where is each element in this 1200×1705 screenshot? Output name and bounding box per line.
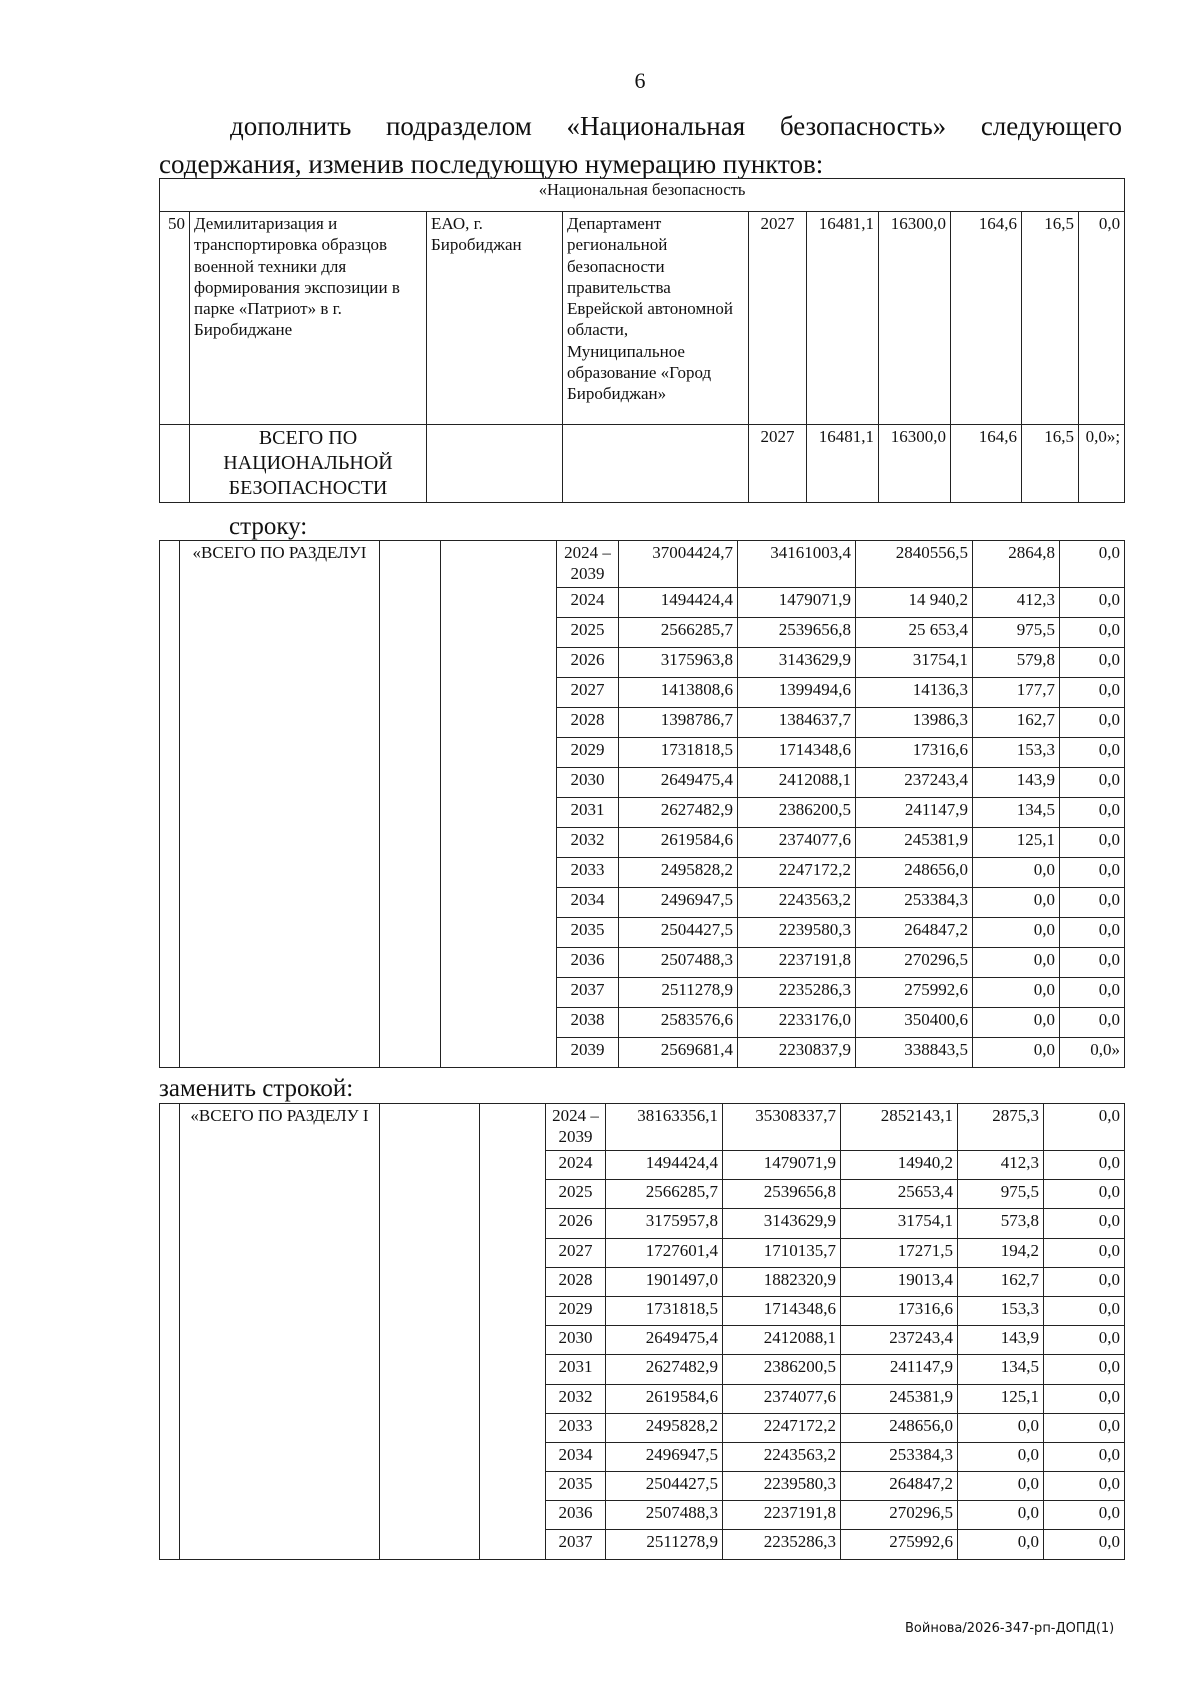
cell-federal: 2237191,8 [723, 1501, 841, 1530]
cell-local: 0,0 [958, 1413, 1044, 1442]
cell-total: 1901497,0 [606, 1267, 723, 1296]
cell-federal: 34161003,4 [738, 541, 856, 588]
cell-total: 1494424,4 [619, 588, 738, 618]
cell-federal: 2239580,3 [738, 918, 856, 948]
cell-federal: 2243563,2 [738, 888, 856, 918]
cell-total: 2627482,9 [606, 1355, 723, 1384]
cell-year: 2026 [557, 648, 619, 678]
document-reference: Войнова/2026-347-рп-ДОПД(1) [905, 1621, 1115, 1636]
cell-other: 0,0 [1044, 1530, 1125, 1559]
cell-federal: 1479071,9 [738, 588, 856, 618]
cell-other: 0,0 [1060, 708, 1125, 738]
cell-total: 2507488,3 [619, 948, 738, 978]
item-number: 50 [160, 212, 190, 425]
cell-year: 2033 [557, 858, 619, 888]
cell-other: 0,0 [1044, 1326, 1125, 1355]
cell-local: 143,9 [973, 768, 1060, 798]
cell-total: 37004424,7 [619, 541, 738, 588]
cell-local: 153,3 [958, 1296, 1044, 1325]
cell-total: 2619584,6 [619, 828, 738, 858]
cell-federal: 1399494,6 [738, 678, 856, 708]
cell-local: 0,0 [973, 1038, 1060, 1068]
cell-total: 2566285,7 [619, 618, 738, 648]
cell-regional: 2852143,1 [841, 1104, 958, 1151]
cell-local: 573,8 [958, 1209, 1044, 1238]
label-replace: заменить строкой: [159, 1075, 354, 1102]
cell-total: 2507488,3 [606, 1501, 723, 1530]
national-security-table [159, 178, 1125, 503]
cell-local: 412,3 [958, 1151, 1044, 1180]
cell-federal: 2412088,1 [738, 768, 856, 798]
cell-total: 2619584,6 [606, 1384, 723, 1413]
cell-other: 0,0 [1060, 648, 1125, 678]
cell-year: 2027 [557, 678, 619, 708]
cell-year: 2038 [557, 1008, 619, 1038]
cell-regional: 237243,4 [856, 768, 973, 798]
old-total-table [159, 540, 1125, 1068]
cell-regional: 25653,4 [841, 1180, 958, 1209]
total-row-other: 0,0»; [1079, 425, 1125, 503]
cell-regional: 17316,6 [856, 738, 973, 768]
total-row-blank [427, 425, 563, 503]
cell-year: 2024 – 2039 [546, 1104, 606, 1151]
cell-total: 2496947,5 [619, 888, 738, 918]
cell-local: 177,7 [973, 678, 1060, 708]
cell-local: 975,5 [958, 1180, 1044, 1209]
cell-total: 2495828,2 [619, 858, 738, 888]
cell-total: 38163356,1 [606, 1104, 723, 1151]
cell-total: 2496947,5 [606, 1442, 723, 1471]
cell-other: 0,0» [1060, 1038, 1125, 1068]
cell-regional: 2840556,5 [856, 541, 973, 588]
cell-regional: 245381,9 [841, 1384, 958, 1413]
cell-federal: 1479071,9 [723, 1151, 841, 1180]
cell-federal: 1714348,6 [738, 738, 856, 768]
intro-text-line-1: дополнить подразделом «Национальная безопасность» следующего [230, 111, 1122, 141]
cell-local: 162,7 [958, 1267, 1044, 1296]
cell-local: 162,7 [973, 708, 1060, 738]
item-other: 0,0 [1079, 212, 1125, 425]
cell-other: 0,0 [1060, 738, 1125, 768]
cell-year: 2030 [557, 768, 619, 798]
cell-year: 2036 [546, 1501, 606, 1530]
cell-regional: 237243,4 [841, 1326, 958, 1355]
cell-other: 0,0 [1060, 618, 1125, 648]
cell-year: 2037 [557, 978, 619, 1008]
cell-year: 2032 [557, 828, 619, 858]
cell-regional: 253384,3 [856, 888, 973, 918]
item-name: Демилитаризация и транспортировка образцов военной техники для формирования экспозиции в парке «Патриот» в г. Биробиджане [190, 212, 427, 425]
cell-local: 134,5 [958, 1355, 1044, 1384]
cell-local: 579,8 [973, 648, 1060, 678]
cell-year: 2028 [557, 708, 619, 738]
section-header: «Национальная безопасность [160, 179, 1125, 212]
cell-year: 2025 [557, 618, 619, 648]
cell-year: 2024 [546, 1151, 606, 1180]
total-row-year: 2027 [749, 425, 807, 503]
total-row-local: 16,5 [1022, 425, 1079, 503]
table-row [160, 541, 1125, 588]
cell-total: 2511278,9 [606, 1530, 723, 1559]
cell-local: 2875,3 [958, 1104, 1044, 1151]
cell-federal: 2230837,9 [738, 1038, 856, 1068]
row-label: «ВСЕГО ПО РАЗДЕЛУ I [180, 1104, 380, 1560]
cell-federal: 1882320,9 [723, 1267, 841, 1296]
cell-year: 2036 [557, 948, 619, 978]
cell-year: 2035 [557, 918, 619, 948]
cell-year: 2025 [546, 1180, 606, 1209]
blank-cell [380, 541, 441, 1068]
cell-year: 2024 – 2039 [557, 541, 619, 588]
cell-other: 0,0 [1044, 1384, 1125, 1413]
cell-other: 0,0 [1044, 1413, 1125, 1442]
cell-total: 2495828,2 [606, 1413, 723, 1442]
cell-year: 2028 [546, 1267, 606, 1296]
cell-other: 0,0 [1060, 948, 1125, 978]
blank-cell [380, 1104, 480, 1560]
cell-year: 2037 [546, 1530, 606, 1559]
total-row-blank [160, 425, 190, 503]
cell-year: 2039 [557, 1038, 619, 1068]
item-location: ЕАО, г. Биробиджан [427, 212, 563, 425]
cell-total: 2504427,5 [619, 918, 738, 948]
cell-year: 2034 [557, 888, 619, 918]
cell-year: 2031 [557, 798, 619, 828]
item-executor: Департамент региональной безопасности правительства Еврейской автономной области, Муниципальное образование «Город Биробиджан» [563, 212, 749, 425]
cell-federal: 2386200,5 [738, 798, 856, 828]
cell-total: 3175957,8 [606, 1209, 723, 1238]
cell-other: 0,0 [1060, 1008, 1125, 1038]
cell-year: 2030 [546, 1326, 606, 1355]
cell-total: 2569681,4 [619, 1038, 738, 1068]
cell-regional: 17271,5 [841, 1238, 958, 1267]
cell-federal: 2247172,2 [738, 858, 856, 888]
cell-local: 153,3 [973, 738, 1060, 768]
cell-other: 0,0 [1044, 1355, 1125, 1384]
item-federal: 16300,0 [879, 212, 951, 425]
cell-local: 0,0 [958, 1501, 1044, 1530]
cell-local: 412,3 [973, 588, 1060, 618]
cell-other: 0,0 [1060, 828, 1125, 858]
cell-other: 0,0 [1044, 1104, 1125, 1151]
cell-other: 0,0 [1060, 888, 1125, 918]
item-year: 2027 [749, 212, 807, 425]
total-row-blank [563, 425, 749, 503]
cell-year: 2029 [546, 1296, 606, 1325]
cell-other: 0,0 [1060, 978, 1125, 1008]
cell-regional: 264847,2 [841, 1472, 958, 1501]
cell-year: 2033 [546, 1413, 606, 1442]
cell-federal: 2539656,8 [723, 1180, 841, 1209]
cell-federal: 2235286,3 [723, 1530, 841, 1559]
cell-regional: 14 940,2 [856, 588, 973, 618]
cell-regional: 253384,3 [841, 1442, 958, 1471]
total-row-federal: 16300,0 [879, 425, 951, 503]
cell-local: 975,5 [973, 618, 1060, 648]
cell-local: 0,0 [958, 1442, 1044, 1471]
item-total: 16481,1 [807, 212, 879, 425]
cell-federal: 2374077,6 [723, 1384, 841, 1413]
total-row-regional: 164,6 [951, 425, 1022, 503]
cell-year: 2027 [546, 1238, 606, 1267]
cell-other: 0,0 [1060, 588, 1125, 618]
cell-local: 0,0 [958, 1530, 1044, 1559]
cell-local: 125,1 [973, 828, 1060, 858]
cell-regional: 25 653,4 [856, 618, 973, 648]
cell-local: 125,1 [958, 1384, 1044, 1413]
cell-year: 2031 [546, 1355, 606, 1384]
cell-federal: 3143629,9 [738, 648, 856, 678]
cell-federal: 1384637,7 [738, 708, 856, 738]
cell-other: 0,0 [1060, 798, 1125, 828]
cell-regional: 14940,2 [841, 1151, 958, 1180]
cell-regional: 248656,0 [856, 858, 973, 888]
cell-regional: 270296,5 [841, 1501, 958, 1530]
row-label: «ВСЕГО ПО РАЗДЕЛУI [180, 541, 380, 1068]
cell-total: 2649475,4 [619, 768, 738, 798]
cell-regional: 241147,9 [841, 1355, 958, 1384]
blank-cell [160, 1104, 180, 1560]
cell-federal: 2247172,2 [723, 1413, 841, 1442]
blank-cell [160, 541, 180, 1068]
cell-local: 0,0 [973, 858, 1060, 888]
cell-regional: 245381,9 [856, 828, 973, 858]
cell-other: 0,0 [1044, 1151, 1125, 1180]
cell-federal: 35308337,7 [723, 1104, 841, 1151]
cell-regional: 17316,6 [841, 1296, 958, 1325]
cell-other: 0,0 [1044, 1501, 1125, 1530]
cell-federal: 2239580,3 [723, 1472, 841, 1501]
cell-local: 2864,8 [973, 541, 1060, 588]
total-row-total: 16481,1 [807, 425, 879, 503]
cell-local: 0,0 [973, 918, 1060, 948]
cell-other: 0,0 [1060, 678, 1125, 708]
cell-other: 0,0 [1044, 1209, 1125, 1238]
cell-other: 0,0 [1060, 541, 1125, 588]
cell-other: 0,0 [1044, 1442, 1125, 1471]
cell-other: 0,0 [1044, 1238, 1125, 1267]
cell-year: 2032 [546, 1384, 606, 1413]
cell-regional: 31754,1 [856, 648, 973, 678]
cell-federal: 2243563,2 [723, 1442, 841, 1471]
cell-local: 0,0 [973, 978, 1060, 1008]
cell-year: 2026 [546, 1209, 606, 1238]
cell-federal: 3143629,9 [723, 1209, 841, 1238]
table-row [160, 1104, 1125, 1151]
cell-federal: 2237191,8 [738, 948, 856, 978]
cell-total: 2504427,5 [606, 1472, 723, 1501]
cell-regional: 275992,6 [841, 1530, 958, 1559]
cell-other: 0,0 [1060, 768, 1125, 798]
cell-regional: 13986,3 [856, 708, 973, 738]
cell-regional: 241147,9 [856, 798, 973, 828]
cell-regional: 248656,0 [841, 1413, 958, 1442]
cell-federal: 2386200,5 [723, 1355, 841, 1384]
label-stroku: строку: [229, 513, 308, 540]
cell-total: 1731818,5 [606, 1296, 723, 1325]
cell-total: 2583576,6 [619, 1008, 738, 1038]
cell-total: 2627482,9 [619, 798, 738, 828]
item-regional: 164,6 [951, 212, 1022, 425]
cell-local: 143,9 [958, 1326, 1044, 1355]
cell-federal: 2235286,3 [738, 978, 856, 1008]
cell-total: 2566285,7 [606, 1180, 723, 1209]
cell-regional: 19013,4 [841, 1267, 958, 1296]
cell-total: 3175963,8 [619, 648, 738, 678]
cell-total: 2649475,4 [606, 1326, 723, 1355]
cell-total: 2511278,9 [619, 978, 738, 1008]
cell-local: 0,0 [958, 1472, 1044, 1501]
cell-year: 2035 [546, 1472, 606, 1501]
cell-regional: 14136,3 [856, 678, 973, 708]
cell-regional: 338843,5 [856, 1038, 973, 1068]
cell-local: 194,2 [958, 1238, 1044, 1267]
cell-federal: 2412088,1 [723, 1326, 841, 1355]
cell-year: 2029 [557, 738, 619, 768]
cell-federal: 2233176,0 [738, 1008, 856, 1038]
cell-year: 2024 [557, 588, 619, 618]
cell-federal: 2374077,6 [738, 828, 856, 858]
cell-local: 0,0 [973, 948, 1060, 978]
cell-total: 1413808,6 [619, 678, 738, 708]
cell-federal: 1714348,6 [723, 1296, 841, 1325]
cell-regional: 270296,5 [856, 948, 973, 978]
cell-local: 0,0 [973, 1008, 1060, 1038]
new-total-table [159, 1103, 1125, 1560]
cell-regional: 275992,6 [856, 978, 973, 1008]
cell-total: 1731818,5 [619, 738, 738, 768]
blank-cell [441, 541, 557, 1068]
total-row-label: ВСЕГО ПО НАЦИОНАЛЬНОЙ БЕЗОПАСНОСТИ [190, 425, 427, 503]
intro-text-line-2: содержания, изменив последующую нумерацию пунктов: [159, 149, 824, 179]
cell-other: 0,0 [1044, 1267, 1125, 1296]
cell-other: 0,0 [1044, 1180, 1125, 1209]
cell-total: 1494424,4 [606, 1151, 723, 1180]
cell-regional: 350400,6 [856, 1008, 973, 1038]
cell-regional: 31754,1 [841, 1209, 958, 1238]
cell-other: 0,0 [1044, 1472, 1125, 1501]
blank-cell [480, 1104, 546, 1560]
cell-total: 1398786,7 [619, 708, 738, 738]
cell-federal: 1710135,7 [723, 1238, 841, 1267]
cell-other: 0,0 [1060, 858, 1125, 888]
cell-regional: 264847,2 [856, 918, 973, 948]
cell-local: 134,5 [973, 798, 1060, 828]
cell-year: 2034 [546, 1442, 606, 1471]
page-number: 6 [634, 68, 646, 93]
cell-local: 0,0 [973, 888, 1060, 918]
cell-federal: 2539656,8 [738, 618, 856, 648]
item-local: 16,5 [1022, 212, 1079, 425]
cell-other: 0,0 [1044, 1296, 1125, 1325]
cell-other: 0,0 [1060, 918, 1125, 948]
cell-total: 1727601,4 [606, 1238, 723, 1267]
